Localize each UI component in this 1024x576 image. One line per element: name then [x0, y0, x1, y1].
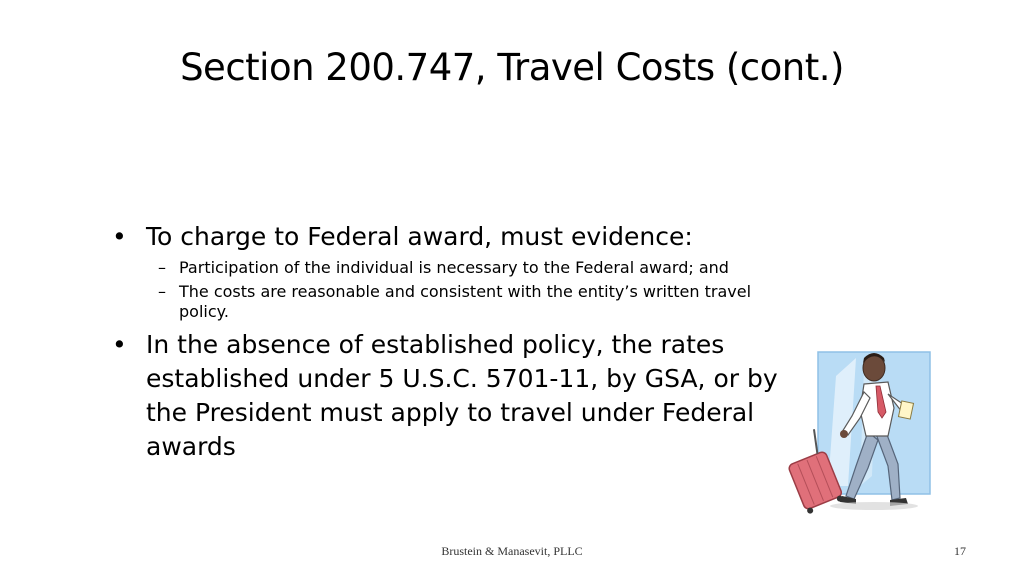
- traveler-with-suitcase-icon: [776, 336, 936, 516]
- slide-body: [112, 220, 812, 468]
- sub-bullet-item: [158, 282, 812, 322]
- sub-bullet-item: [158, 258, 812, 278]
- bullet-text: In the absence of established policy, the rates established under 5 U.S.C. 5701-11, by GSA, or by the President must apply to travel under Federal awards: [146, 330, 778, 461]
- sub-bullet-text: The costs are reasonable and consistent with the entity’s written travel policy.: [179, 282, 752, 321]
- slide-number: 17: [954, 544, 966, 558]
- bullet-marker: •: [112, 330, 127, 359]
- sub-bullet-marker: –: [158, 258, 166, 277]
- sub-bullet-text: Participation of the individual is necessary to the Federal award; and: [179, 258, 729, 277]
- bullet-text: To charge to Federal award, must evidence:: [146, 222, 693, 251]
- bullet-item: [112, 328, 812, 464]
- bullet-marker: •: [112, 222, 127, 251]
- footer-firm-name: Brustein & Manasevit, PLLC: [441, 544, 583, 558]
- bullet-item: [112, 220, 812, 254]
- slide-title: Section 200.747, Travel Costs (cont.): [180, 46, 844, 89]
- sub-bullet-marker: –: [158, 282, 166, 301]
